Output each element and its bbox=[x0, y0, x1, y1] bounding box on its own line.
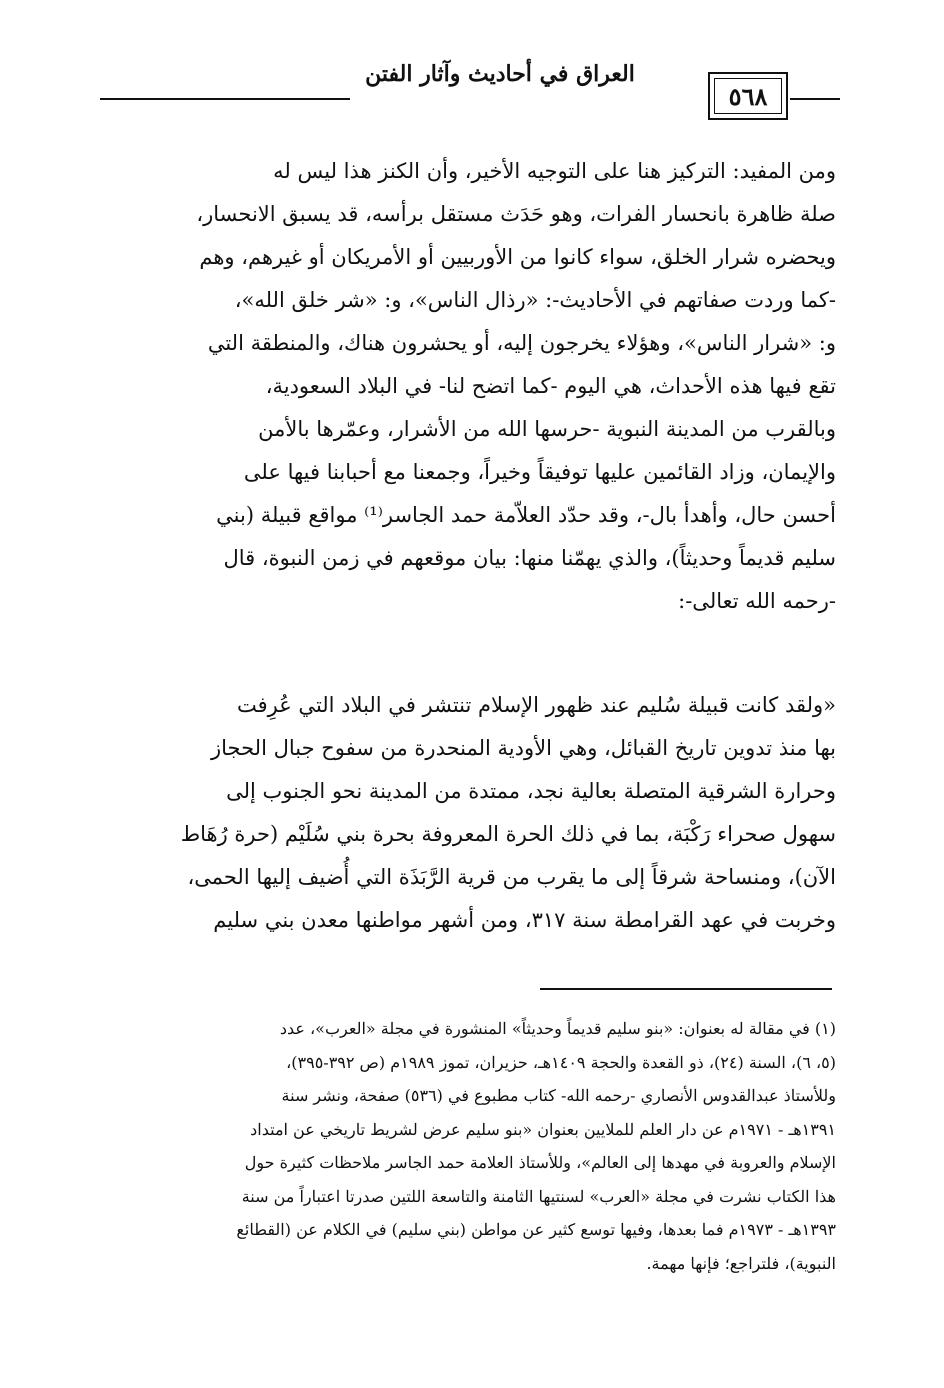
text-line: وحرارة الشرقية المتصلة بعالية نجد، ممتدة من المدينة نحو الجنوب إلى bbox=[226, 779, 836, 803]
footnote-line: ١٣٩٣هـ - ١٩٧٣م فما بعدها، وفيها توسع كثير عن مواطن (بني سليم) في الكلام عن (القطائع bbox=[236, 1220, 836, 1239]
body-paragraph-2 bbox=[104, 684, 836, 942]
text-line: أحسن حال، وأهدأ بال-، وقد حدّد العلاّمة حمد الجاسر⁽¹⁾ مواقع قبيلة (بني bbox=[216, 503, 836, 527]
text-line: الآن)، ومنساحة شرقاً إلى ما يقرب من قرية الرَّبَذَة التي أُضيف إليها الحمى، bbox=[187, 865, 836, 889]
footnote-1 bbox=[104, 1012, 836, 1280]
text-line: -كما وردت صفاتهم في الأحاديث-: «رذال الناس»، و: «شر خلق الله»، bbox=[234, 288, 836, 312]
running-title: العراق في أحاديث وآثار الفتن bbox=[365, 61, 635, 87]
text-line: تقع فيها هذه الأحداث، هي اليوم -كما اتضح لنا- في البلاد السعودية، bbox=[265, 374, 836, 398]
page-number: ٥٦٨ bbox=[714, 78, 782, 114]
text-line: ويحضره شرار الخلق، سواء كانوا من الأوربيين أو الأمريكان أو غيرهم، وهم bbox=[199, 245, 836, 269]
text-line: سهول صحراء رَكْبَة، بما في ذلك الحرة المعروفة بحرة بني سُلَيْم (حرة رُهَاط bbox=[180, 822, 836, 846]
footnote-line: وللأستاذ عبدالقدوس الأنصاري -رحمه الله- كتاب مطبوع في (٥٣٦) صفحة، ونشر سنة bbox=[281, 1086, 836, 1105]
footnote-line: (٥، ٦)، السنة (٢٤)، ذو القعدة والحجة ١٤٠٩هـ، حزيران، تموز ١٩٨٩م (ص ٣٩٢-٣٩٥)، bbox=[286, 1052, 836, 1072]
header-rule-right bbox=[790, 98, 840, 100]
text-line: والإيمان، وزاد القائمين عليها توفيقاً وخيراً، وجمعنا مع أحبابنا فيها على bbox=[243, 460, 836, 484]
text-line: «ولقد كانت قبيلة سُليم عند ظهور الإسلام تنتشر في البلاد التي عُرِفت bbox=[236, 693, 836, 717]
body-paragraph-1 bbox=[104, 150, 836, 623]
text-line: وخربت في عهد القرامطة سنة ٣١٧، ومن أشهر مواطنها معدن بني سليم bbox=[213, 908, 836, 932]
footnote-line: هذا الكتاب نشرت في مجلة «العرب» لسنتيها الثامنة والتاسعة اللتين صدرتا اعتباراً من سنة bbox=[241, 1186, 836, 1206]
footnote-line: (١) في مقالة له بعنوان: «بنو سليم قديماً وحديثاً» المنشورة في مجلة «العرب»، عدد bbox=[279, 1019, 836, 1038]
text-line: ومن المفيد: التركيز هنا على التوجيه الأخير، وأن الكنز هذا ليس له bbox=[273, 159, 836, 183]
text-line: بها منذ تدوين تاريخ القبائل، وهي الأودية المنحدرة من سفوح جبال الحجاز bbox=[211, 736, 836, 760]
text-line: -رحمه الله تعالى-: bbox=[678, 589, 836, 613]
text-line: سليم قديماً وحديثاً)، والذي يهمّنا منها: بيان موقعهم في زمن النبوة، قال bbox=[223, 546, 836, 570]
header-rule-left bbox=[100, 98, 350, 100]
footnote-line: الإسلام والعروبة في مهدها إلى العالم»، وللأستاذ العلامة حمد الجاسر ملاحظات كثيرة حول bbox=[244, 1153, 836, 1172]
text-line: صلة ظاهرة بانحسار الفرات، وهو حَدَث مستقل برأسه، قد يسبق الانحسار، bbox=[196, 202, 836, 226]
text-line: وبالقرب من المدينة النبوية -حرسها الله من الأشرار، وعمّرها بالأمن bbox=[258, 417, 836, 441]
page-number-box bbox=[708, 72, 788, 120]
text-line: و: «شرار الناس»، وهؤلاء يخرجون إليه، أو يحشرون هناك، والمنطقة التي bbox=[207, 331, 836, 355]
footnote-line: النبوية)، فلتراجع؛ فإنها مهمة. bbox=[646, 1253, 836, 1273]
footnote-separator bbox=[540, 988, 832, 990]
footnote-line: ١٣٩١هـ - ١٩٧١م عن دار العلم للملايين بعنوان «بنو سليم عرض لشريط تاريخي عن امتداد bbox=[250, 1119, 836, 1139]
